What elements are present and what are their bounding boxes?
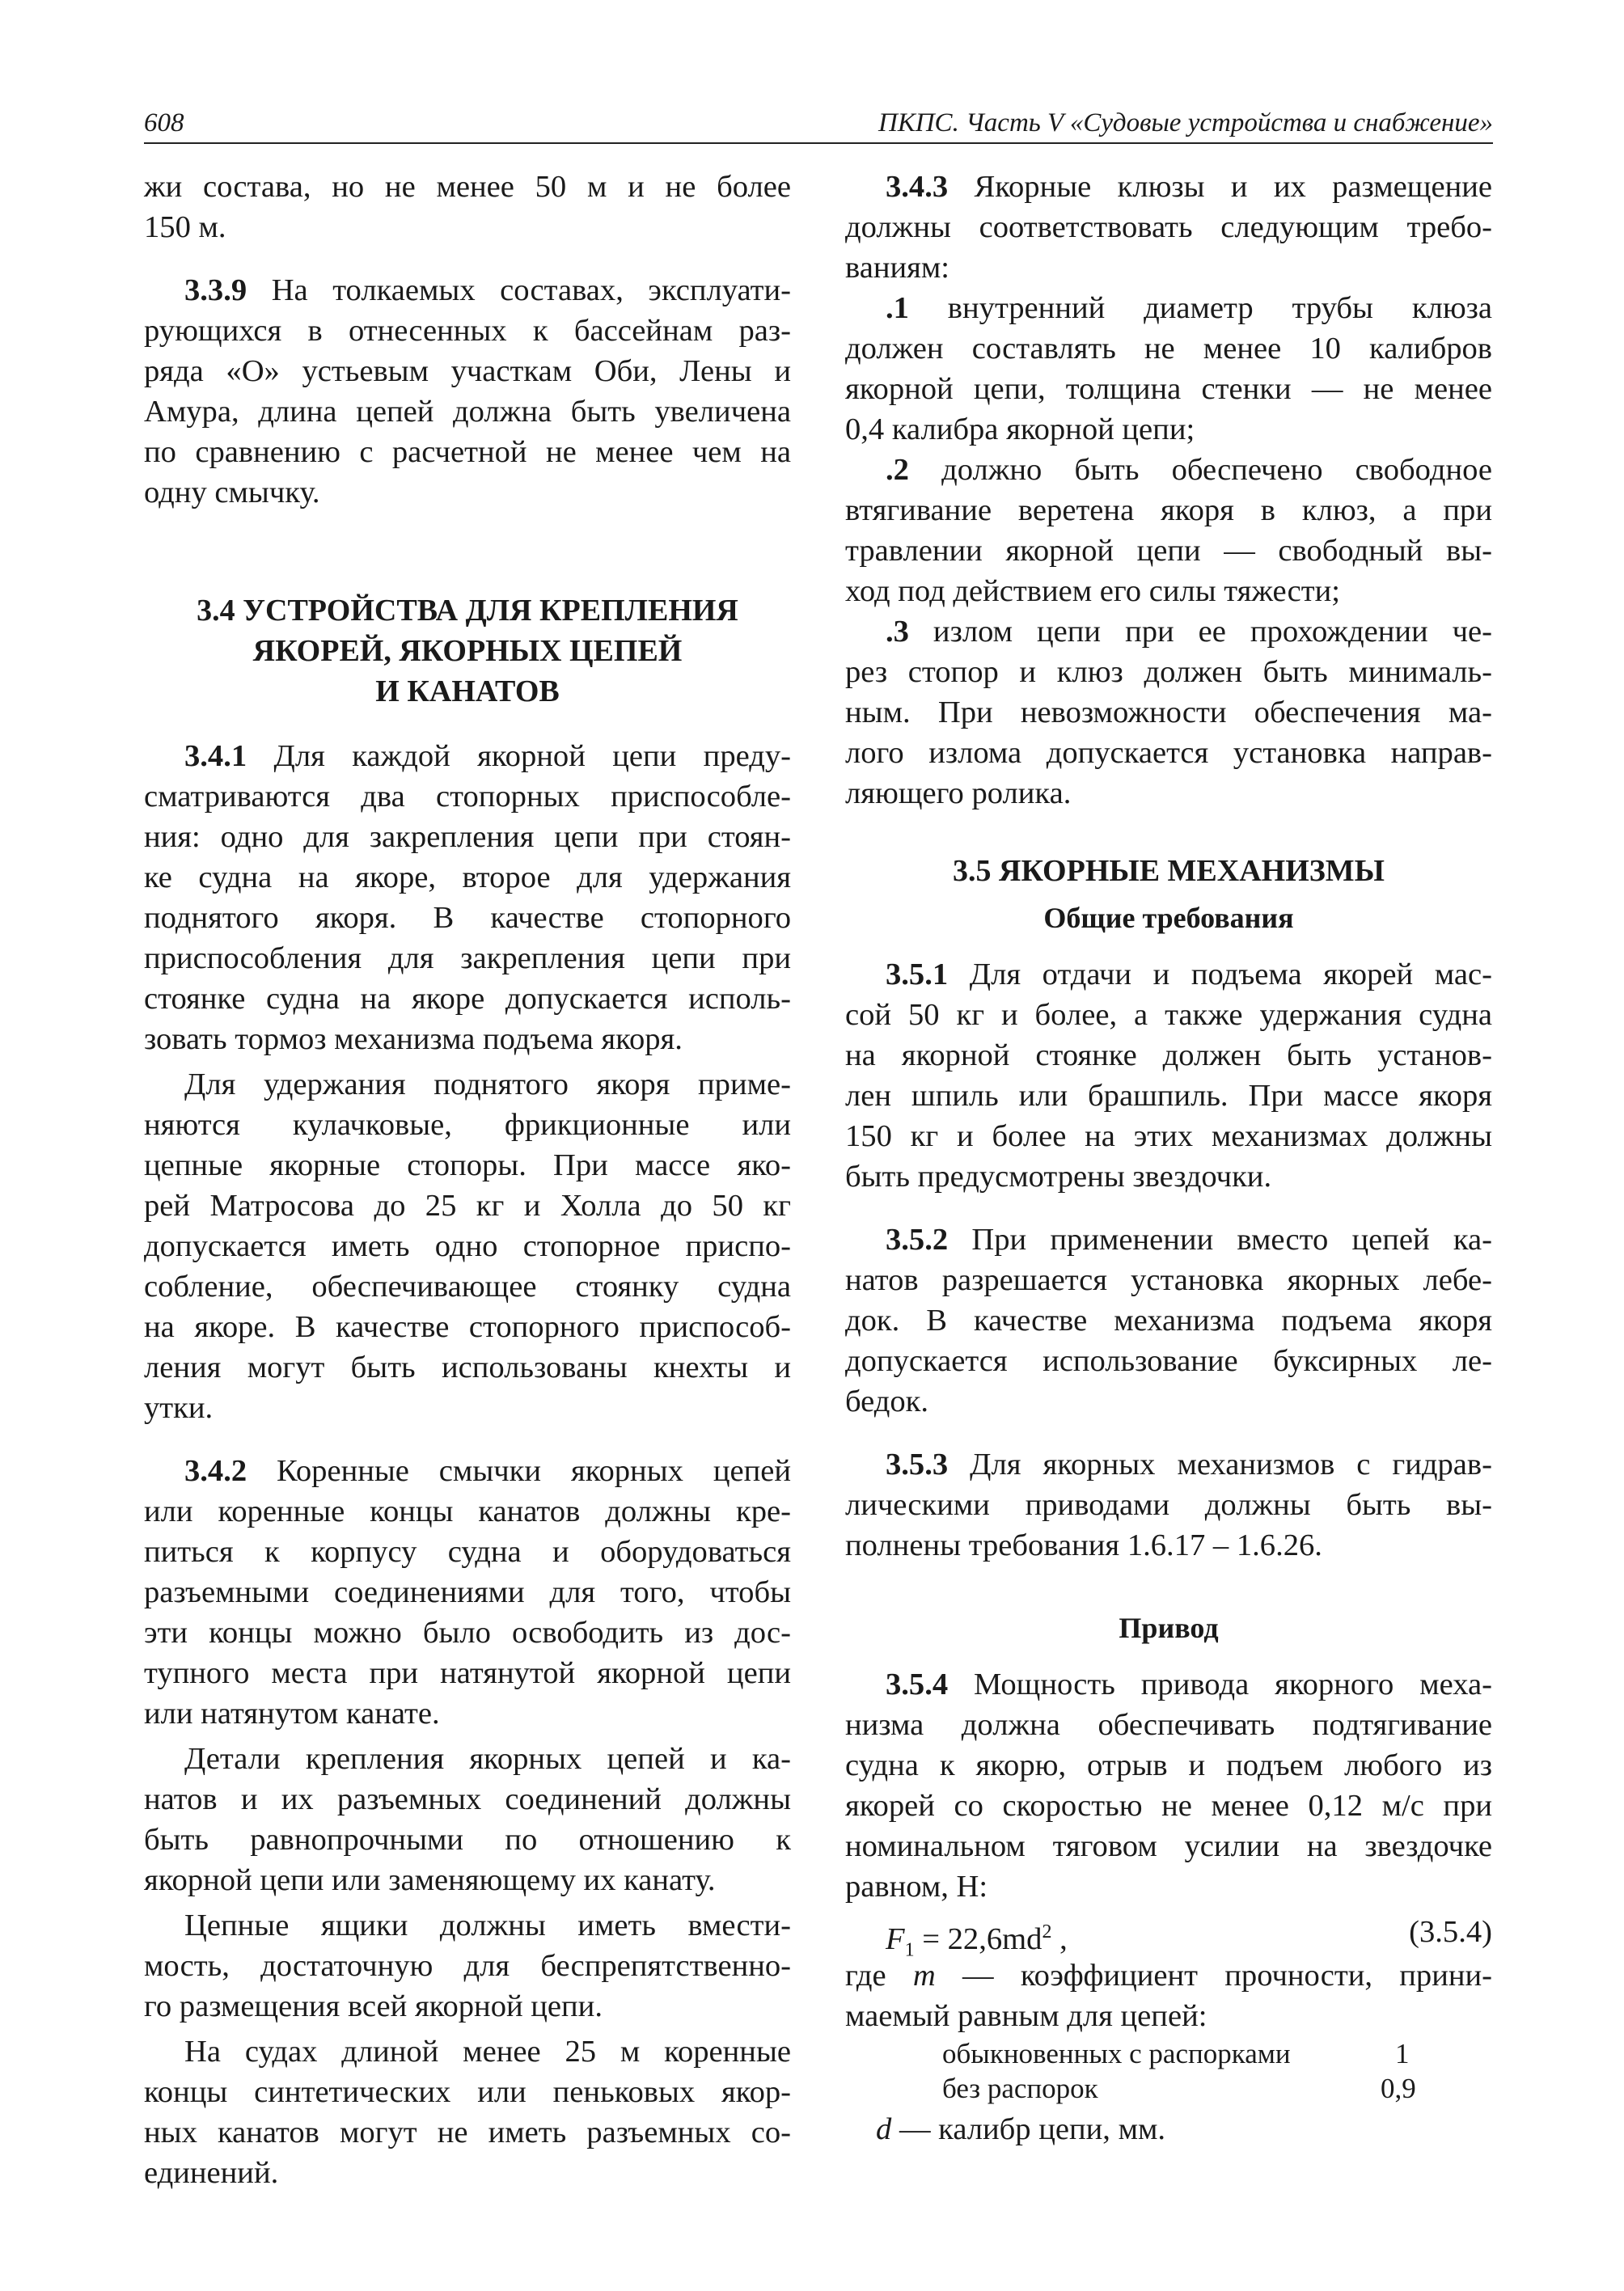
paragraph-3-4-2-b: Детали крепления якорных цепей и ка- натов и их разъемных соединений должны быть равнопрочными по отношению к якорной цепи или заменяющему их канату. (144, 1742, 791, 1897)
paragraph-3-4-3: 3.4.3 Якорные клюзы и их размещение должны соответствовать следующим требо- ваниям: (845, 170, 1492, 285)
paragraph-3-5-3: 3.5.3 Для якорных механизмов с гидрав- лическими приводами должны быть вы- полнены требования 1.6.17 – 1.6.26. (845, 1448, 1492, 1562)
paragraph-3-4-1-b: Для удержания поднятого якоря приме- няются кулачковые, фрикционные или цепные якорные стопоры. При массе яко- рей Матросова до 25 кг и Холла до 50 кг допускается иметь одно стопорное приспо- собление, обеспечивающее стоянку судна на якоре. В качестве стопорного приспособ- ления могут быть использованы кнехты и утки. (144, 1067, 791, 1425)
subheading-general: Общие требования (1043, 902, 1294, 934)
list-item-2: .2 должно быть обеспечено свободное втягивание веретена якоря в клюз, а при травлении якорной цепи — свободный вы- ход под действием его силы тяжести; (845, 453, 1492, 608)
section-3-5-heading: 3.5 ЯКОРНЫЕ МЕХАНИЗМЫ Общие требования (845, 851, 1492, 938)
coef-row: без распорок 0,9 (942, 2073, 1416, 2104)
list-item-1: .1 внутренний диаметр трубы клюза должен составлять не менее 10 калибров якорной цепи, толщина стенки — не менее 0,4 калибра якорной цепи; (845, 291, 1492, 446)
paragraph-3-4-2-c: Цепные ящики должны иметь вмести- мость, достаточную для беспрепятственно- го размещения всей якорной цепи. (144, 1908, 791, 2023)
page-header (144, 105, 1493, 144)
where-clause: где m — коэффициент прочности, прини- маемый равным для цепей: (845, 1959, 1493, 2033)
paragraph-3-4-2-d: На судах длиной менее 25 м коренные концы синтетических или пеньковых якор- ных канатов могут не иметь разъемных со- единений. (144, 2035, 791, 2190)
list-item-3: .3 излом цепи при ее прохождении че- рез стопор и клюз должен быть минималь- ным. При невозможности обеспечения ма- лого излома допускается установка направ- ляющего ролика. (845, 615, 1492, 810)
formula-expression: $F_1 = 22,6md^2$ , (886, 1921, 1068, 1961)
running-title: ПКПС. Часть V «Судовые устройства и снабжение» (878, 108, 1493, 137)
paragraph-continuation: жи состава, но не менее 50 м и не более 150 м. (144, 170, 791, 244)
section-3-4-heading: 3.4 УСТРОЙСТВА ДЛЯ КРЕПЛЕНИЯ ЯКОРЕЙ, ЯКОРНЫХ ЦЕПЕЙ И КАНАТОВ (197, 594, 738, 708)
formula-number: (3.5.4) (1409, 1915, 1492, 1949)
paragraph-3-5-4: 3.5.4 Мощность привода якорного меха- низма должна обеспечивать подтягивание судна к якорю, отрыв и подъем любого из якорей со скоростью не менее 0,12 м/с при номинальном тяговом усилии на звездочке равном, Н: (845, 1668, 1492, 1904)
paragraph-3-5-2: 3.5.2 При применении вместо цепей ка- натов разрешается установка якорных лебе- док. В качестве механизма подъема якоря допускается использование буксирных ле- бедок. (845, 1223, 1492, 1418)
paragraph-3-3-9: 3.3.9 На толкаемых составах, эксплуати- рующихся в отнесенных к бассейнам раз- ряда «О» устьевым участкам Оби, Лены и Амура, длина цепей должна быть увеличена по сравнению с расчетной не менее чем на одну смычку. (144, 273, 791, 509)
coef-row: обыкновенных с распорками 1 (942, 2038, 1410, 2069)
left-column (144, 167, 791, 2193)
formula-3-5-4 (845, 1908, 1492, 1961)
paragraph-3-4-1: 3.4.1 Для каждой якорной цепи преду- сматриваются два стопорных приспособле- ния: одно для закрепления цепи при стоян- ке судна на якоре, второе для удержания поднятого якоря. В качестве стопорного приспособления для закрепления цепи при стоянке судна на якоре допускается исполь- зовать тормоз механизма подъема якоря. (144, 739, 791, 1056)
paragraph-3-5-1: 3.5.1 Для отдачи и подъема якорей мас- сой 50 кг и более, а также удержания судна на якорной стоянке должен быть установ- лен шпиль или брашпиль. При массе якоря 150 кг и более на этих механизмах должны быть предусмотрены звездочки. (845, 957, 1492, 1194)
subheading-drive: Привод (1119, 1612, 1219, 1644)
variable-m: m (912, 1959, 936, 1993)
paragraph-3-4-2: 3.4.2 Коренные смычки якорных цепей или коренные концы канатов должны кре- питься к корпусу судна и оборудоваться разъемными соединениями для того, чтобы эти концы можно было освободить из дос- тупного места при натянутой якорной цепи или натянутом канате. (144, 1454, 791, 1731)
page-number: 608 (144, 108, 184, 137)
where-clause-d: d — калибр цепи, мм. (876, 2112, 1166, 2146)
variable-d: d (876, 2112, 892, 2146)
right-column (845, 167, 1492, 2149)
